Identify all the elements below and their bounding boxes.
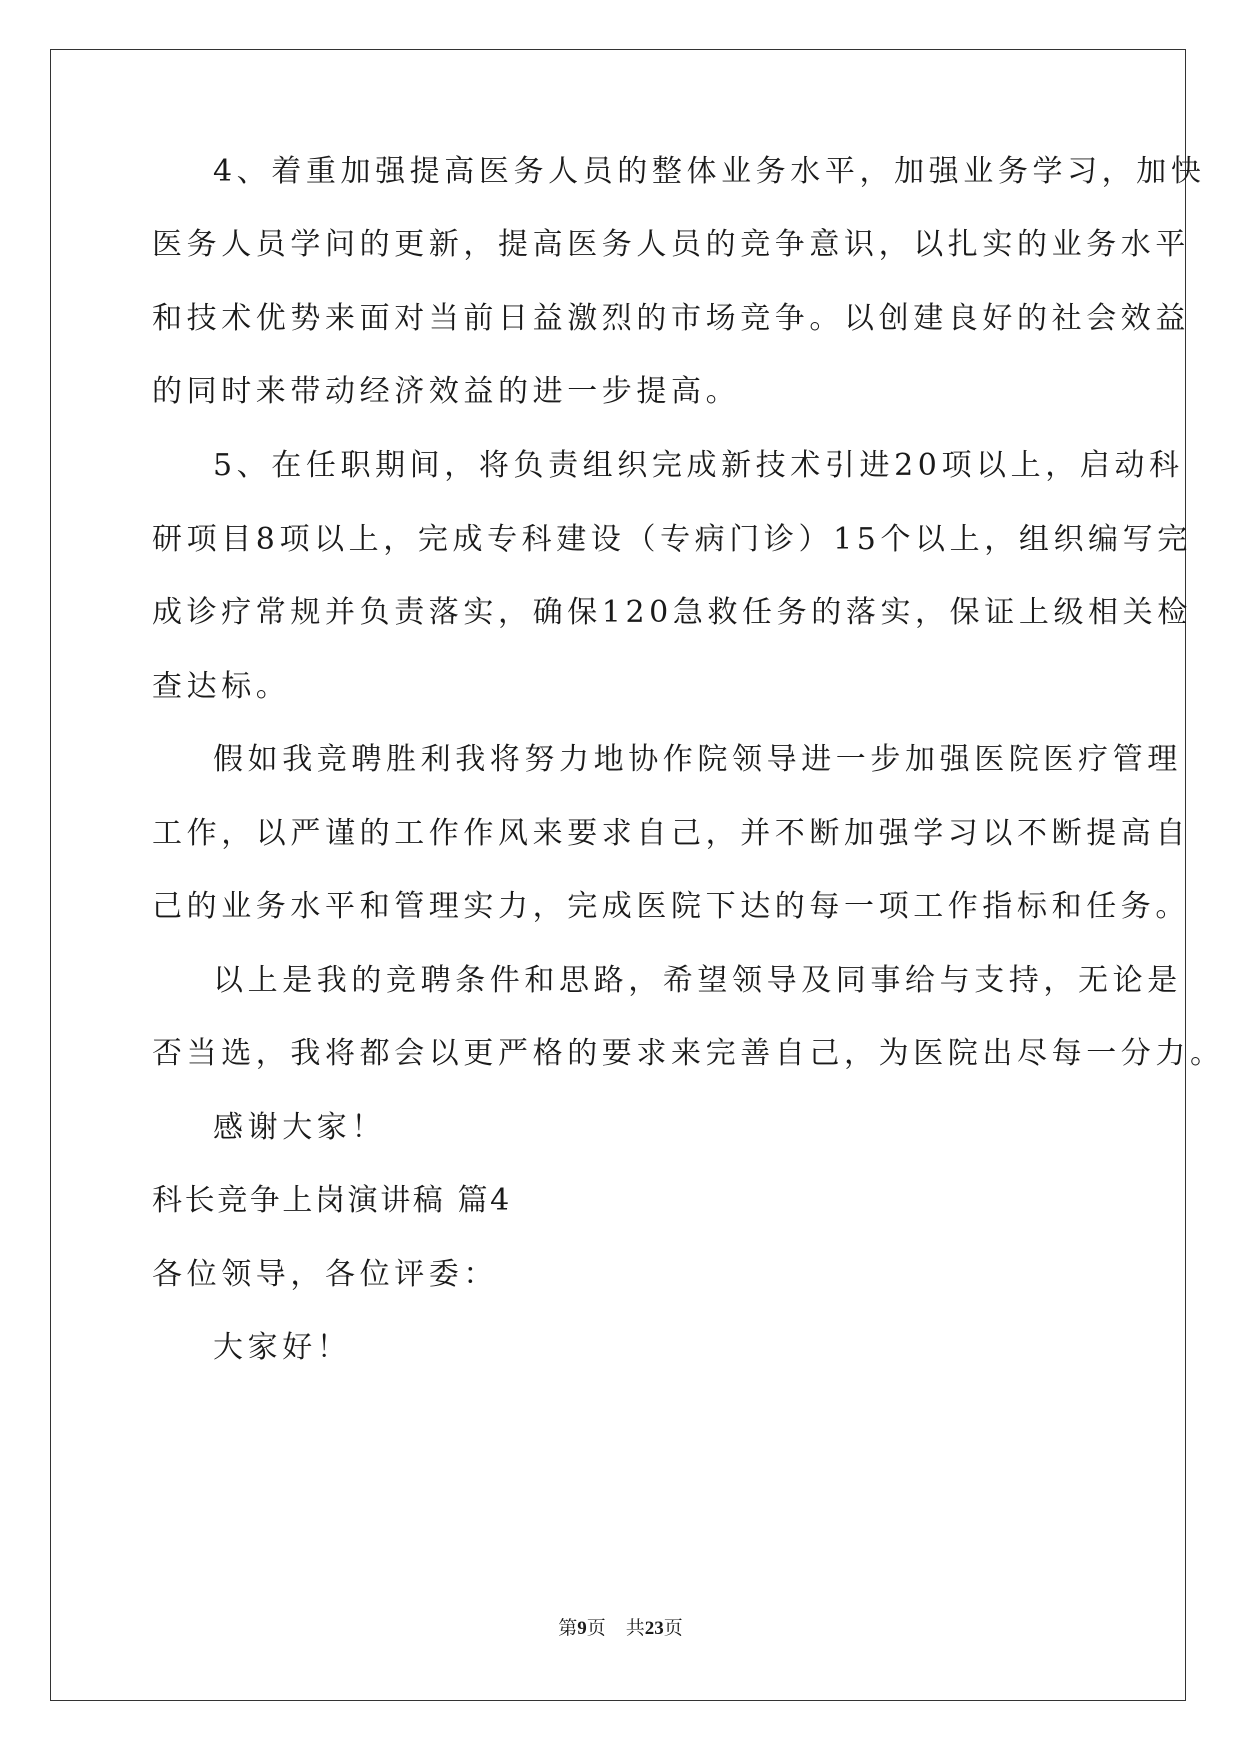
footer-total-number: 23 [644,1618,664,1639]
paragraph-line: 研项目8项以上，完成专科建设（专病门诊）15个以上，组织编写完 [152,522,1192,557]
footer-total-suffix: 页 [663,1617,683,1639]
paragraph-line: 查达标。 [152,669,291,704]
paragraph-line: 和技术优势来面对当前日益激烈的市场竞争。以创建良好的社会效益 [152,301,1190,336]
paragraph-line: 以上是我的竞聘条件和思路，希望领导及同事给与支持，无论是 [213,963,1182,998]
paragraph-line: 假如我竞聘胜利我将努力地协作院领导进一步加强医院医疗管理 [213,742,1182,777]
salutation-line: 各位领导，各位评委： [152,1257,498,1292]
footer-page-prefix: 第 [558,1617,578,1639]
footer-total-prefix: 共 [625,1617,645,1639]
paragraph-line: 的同时来带动经济效益的进一步提高。 [152,374,741,409]
greeting-line: 大家好！ [213,1330,352,1365]
page-footer [0,1616,1241,1641]
page-border [50,49,1186,1701]
paragraph-line: 否当选，我将都会以更严格的要求来完善自己，为医院出尽每一分力。 [152,1036,1225,1071]
closing-line: 感谢大家！ [213,1110,386,1145]
paragraph-line: 5、在任职期间，将负责组织完成新技术引进20项以上，启动科 [213,448,1184,483]
section-heading: 科长竞争上岗演讲稿 篇4 [152,1183,512,1218]
paragraph-line: 工作，以严谨的工作作风来要求自己，并不断加强学习以不断提高自 [152,816,1190,851]
paragraph-line: 己的业务水平和管理实力，完成医院下达的每一项工作指标和任务。 [152,889,1190,924]
footer-page-suffix: 页 [586,1617,606,1639]
paragraph-line: 成诊疗常规并负责落实，确保120急救任务的落实，保证上级相关检 [152,595,1192,630]
paragraph-line: 医务人员学问的更新，提高医务人员的竞争意识，以扎实的业务水平 [152,227,1190,262]
paragraph-line: 4、着重加强提高医务人员的整体业务水平，加强业务学习，加快 [213,154,1206,189]
footer-page-number: 9 [577,1618,587,1639]
